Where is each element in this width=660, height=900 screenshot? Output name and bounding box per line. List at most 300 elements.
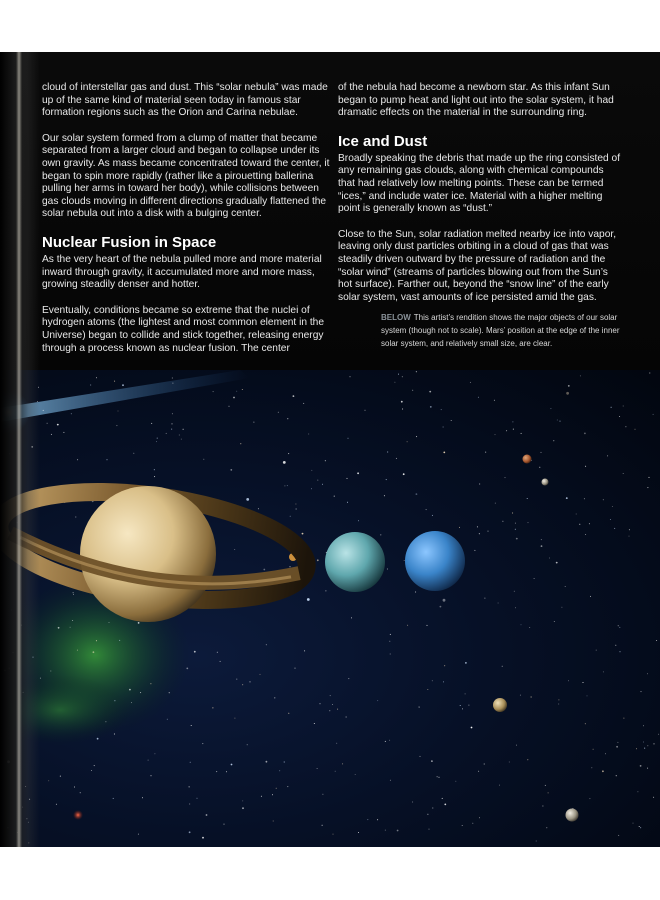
star: [515, 523, 516, 524]
star: [416, 493, 418, 495]
star: [566, 392, 569, 395]
star: [167, 719, 168, 720]
star: [290, 516, 291, 517]
star: [566, 497, 568, 499]
mars-icon: [523, 455, 532, 464]
star: [647, 745, 648, 746]
star: [462, 708, 463, 709]
star: [556, 562, 558, 564]
star: [287, 485, 288, 486]
star: [479, 484, 480, 485]
star: [494, 400, 495, 401]
star: [57, 424, 59, 426]
star: [426, 509, 427, 510]
star: [77, 650, 78, 651]
star: [273, 821, 274, 822]
star: [114, 381, 115, 382]
star: [337, 709, 338, 710]
star: [105, 721, 106, 722]
star: [471, 727, 473, 729]
star: [633, 823, 634, 824]
star: [416, 371, 417, 372]
star: [71, 413, 72, 414]
star: [261, 796, 262, 797]
star: [615, 645, 616, 646]
star: [402, 409, 403, 410]
star: [443, 599, 446, 602]
star: [415, 592, 416, 593]
star: [367, 819, 368, 820]
star: [293, 395, 295, 397]
star: [304, 650, 305, 651]
star: [520, 695, 521, 696]
star: [531, 697, 532, 698]
star: [172, 378, 173, 379]
star: [484, 598, 485, 599]
star: [455, 781, 456, 782]
star: [242, 807, 244, 809]
star: [536, 841, 537, 842]
star: [274, 697, 275, 698]
star: [625, 426, 626, 427]
star: [440, 606, 442, 608]
star: [394, 382, 395, 383]
star: [202, 743, 203, 744]
star: [641, 691, 642, 692]
star: [129, 689, 131, 691]
star: [488, 531, 489, 532]
star: [603, 671, 604, 672]
star: [253, 422, 254, 423]
star: [591, 767, 592, 768]
star: [377, 700, 378, 701]
star: [444, 804, 446, 806]
star: [585, 534, 586, 535]
star: [276, 788, 277, 789]
star: [302, 533, 304, 535]
star: [308, 434, 309, 435]
star: [334, 496, 335, 497]
star: [317, 559, 319, 561]
star: [154, 476, 155, 477]
star: [534, 578, 535, 579]
star: [387, 452, 388, 453]
star: [284, 485, 285, 486]
star: [296, 509, 297, 510]
heading-ice-and-dust: Ice and Dust: [338, 132, 428, 150]
star: [154, 753, 155, 754]
star: [427, 625, 428, 626]
star: [485, 452, 486, 453]
star: [568, 680, 569, 681]
star: [332, 704, 333, 705]
star: [303, 403, 304, 404]
star: [477, 526, 478, 527]
star: [230, 469, 232, 471]
star: [311, 488, 312, 489]
star: [474, 550, 475, 551]
star: [512, 513, 513, 514]
star: [498, 603, 499, 604]
star: [529, 627, 530, 628]
star: [166, 433, 167, 434]
star: [56, 804, 57, 805]
star: [585, 466, 586, 467]
star: [402, 376, 403, 377]
star: [549, 558, 550, 559]
star: [131, 702, 132, 703]
star: [325, 590, 326, 591]
star: [50, 671, 51, 672]
star: [72, 620, 73, 621]
star: [47, 423, 48, 424]
star: [314, 723, 315, 724]
star: [189, 831, 191, 833]
star: [365, 410, 366, 411]
star: [546, 827, 547, 828]
star: [647, 673, 648, 674]
star: [186, 668, 188, 670]
star: [114, 700, 115, 701]
star: [587, 695, 588, 696]
star: [607, 455, 608, 456]
star: [242, 684, 243, 685]
star: [541, 545, 543, 547]
heading-nuclear-fusion: Nuclear Fusion in Space: [42, 233, 217, 251]
star: [77, 459, 78, 460]
left-column: [42, 82, 332, 368]
star: [74, 787, 75, 788]
star: [295, 504, 296, 505]
star: [647, 487, 648, 488]
star: [618, 625, 619, 626]
right-paragraph-3: Close to the Sun, solar radiation melted nearby ice into vapor, leaving only dust particles orbiting in a cloud of gas that was steadily driven outward by the pressure of radiation and the “solar wind” (streams of particles blowing out from the Sun’s hot surface). Farther out, beyond the “snow line” of the early solar system, vast amounts of ice persisted amid the gas.: [338, 228, 617, 303]
star: [335, 771, 336, 772]
star: [644, 748, 645, 749]
star: [619, 627, 620, 628]
star: [539, 467, 540, 468]
star: [287, 786, 288, 787]
star: [451, 420, 452, 421]
left-paragraph-1: cloud of interstellar gas and dust. This “solar nebula” was made up of the same kind of material seen today in famous star formation regions such as the Orion and Carina nebulae.: [42, 82, 328, 119]
right-paragraph-2: Broadly speaking the debris that made up the ring consisted of any remaining gas clouds, along with chemical compounds that had relatively low melting points. These can be termed “ices,” and include water ice. Material with a higher melting point is generally known as “dust.”: [338, 152, 621, 215]
star: [96, 640, 97, 641]
star: [242, 389, 243, 390]
star: [387, 569, 388, 570]
solar-system-illustration: [0, 370, 660, 847]
red-spark: [73, 810, 83, 820]
star: [93, 651, 95, 653]
star: [643, 725, 644, 726]
star: [431, 760, 433, 762]
star: [585, 723, 586, 724]
star: [640, 827, 641, 828]
star: [154, 469, 155, 470]
star: [472, 823, 473, 824]
star: [90, 385, 91, 386]
star: [322, 825, 323, 826]
star: [266, 761, 268, 763]
star: [620, 651, 621, 652]
star: [263, 569, 265, 571]
star: [113, 798, 114, 799]
star: [619, 416, 620, 417]
star: [288, 453, 289, 454]
star: [610, 519, 611, 520]
star: [236, 679, 237, 680]
star: [506, 430, 507, 431]
star: [118, 411, 119, 412]
star: [236, 391, 237, 392]
star: [247, 744, 248, 745]
star: [322, 794, 323, 795]
star: [516, 745, 517, 746]
star: [647, 768, 648, 769]
star: [151, 423, 152, 424]
star: [325, 460, 326, 461]
star: [416, 436, 417, 437]
star: [550, 408, 551, 409]
neptune-icon: [405, 531, 465, 591]
star: [590, 596, 591, 597]
star: [656, 640, 657, 641]
star: [437, 776, 438, 777]
star: [217, 652, 218, 653]
star: [561, 607, 562, 608]
star: [197, 798, 198, 799]
book-page: [0, 52, 660, 847]
star: [311, 470, 312, 471]
star: [515, 529, 516, 530]
star: [60, 776, 61, 777]
star: [233, 397, 235, 399]
star: [355, 774, 356, 775]
star: [427, 689, 428, 690]
star: [114, 734, 115, 735]
left-paragraph-3: As the very heart of the nebula pulled more and more material inward through gravity, it accumulated more and more mass, growing steadily denser and hotter.: [42, 253, 322, 291]
star: [389, 740, 390, 741]
star: [142, 797, 143, 798]
star: [443, 452, 445, 454]
star: [216, 771, 217, 772]
star: [629, 529, 630, 530]
star: [514, 591, 515, 592]
star: [283, 461, 286, 464]
star: [516, 538, 518, 540]
star: [58, 627, 60, 629]
star: [150, 683, 151, 684]
star: [73, 592, 74, 593]
star: [51, 434, 52, 435]
star: [385, 741, 386, 742]
star: [191, 725, 192, 726]
star: [231, 764, 233, 766]
star: [398, 374, 399, 375]
star: [212, 707, 213, 708]
star: [432, 680, 433, 681]
star: [322, 484, 323, 485]
star: [348, 438, 349, 439]
star: [541, 539, 542, 540]
star: [515, 607, 516, 608]
star: [346, 717, 347, 718]
star: [220, 661, 221, 662]
star: [636, 748, 637, 749]
star: [172, 423, 173, 424]
star: [611, 407, 612, 408]
star: [43, 410, 44, 411]
star: [390, 634, 391, 635]
star: [377, 819, 378, 820]
star: [97, 738, 99, 740]
star: [194, 651, 196, 653]
star: [385, 830, 386, 831]
star: [336, 743, 337, 744]
caption-lead: BELOW: [381, 313, 411, 322]
star: [623, 473, 624, 474]
star: [589, 798, 590, 799]
star: [329, 710, 330, 711]
star: [260, 674, 261, 675]
star: [116, 425, 117, 426]
star: [509, 762, 510, 763]
star: [468, 705, 469, 706]
star: [465, 662, 467, 664]
star: [234, 549, 235, 550]
figure-caption: [381, 311, 621, 350]
star: [242, 800, 243, 801]
star: [614, 528, 615, 529]
star: [226, 771, 227, 772]
star: [649, 373, 650, 374]
star: [347, 502, 348, 503]
star: [521, 433, 522, 434]
star: [505, 477, 506, 478]
star: [384, 495, 385, 496]
star: [565, 586, 566, 587]
star: [495, 434, 496, 435]
star: [290, 566, 291, 567]
star: [558, 704, 559, 705]
star: [618, 835, 619, 836]
star: [553, 440, 554, 441]
star: [91, 770, 92, 771]
star: [443, 427, 444, 428]
star: [640, 765, 642, 767]
star: [266, 644, 267, 645]
star: [420, 756, 421, 757]
star: [603, 499, 604, 500]
star: [287, 418, 288, 419]
star: [250, 681, 251, 682]
star: [479, 533, 480, 534]
star: [358, 832, 359, 833]
star: [653, 414, 654, 415]
star: [389, 641, 390, 642]
star: [70, 627, 71, 628]
star: [189, 786, 190, 787]
star: [583, 682, 584, 683]
star: [557, 420, 558, 421]
star: [442, 798, 443, 799]
star: [224, 824, 225, 825]
star: [172, 383, 173, 384]
star: [181, 439, 182, 440]
star: [397, 830, 399, 832]
star: [432, 808, 433, 809]
star: [443, 681, 444, 682]
star: [40, 678, 41, 679]
star: [439, 777, 440, 778]
star: [357, 472, 359, 474]
star: [462, 825, 463, 826]
star: [119, 640, 120, 641]
star: [404, 560, 405, 561]
star: [73, 594, 74, 595]
star: [169, 692, 170, 693]
star: [295, 668, 296, 669]
star: [637, 791, 638, 792]
star: [183, 429, 184, 430]
star: [528, 522, 529, 523]
star: [390, 654, 391, 655]
star: [407, 625, 408, 626]
star: [151, 775, 152, 776]
star: [63, 432, 64, 433]
star: [272, 794, 273, 795]
star: [623, 718, 624, 719]
star: [403, 473, 405, 475]
star: [596, 650, 597, 651]
star: [460, 705, 461, 706]
star: [580, 375, 581, 376]
star: [171, 429, 172, 430]
star: [172, 413, 173, 414]
star: [330, 695, 331, 696]
star: [478, 397, 479, 398]
star: [658, 734, 659, 735]
star: [203, 459, 204, 460]
star: [605, 753, 606, 754]
star: [75, 517, 76, 518]
solar-system-artwork: [0, 370, 660, 847]
star: [133, 453, 134, 454]
star: [484, 764, 485, 765]
star: [502, 666, 503, 667]
star: [495, 503, 496, 504]
star: [109, 622, 110, 623]
star: [401, 401, 403, 403]
caption-text: This artist’s rendition shows the major objects of our solar system (though not to scale). Mars’ position at the edge of the inner solar system, and relatively small size, are clear.: [381, 313, 620, 348]
star: [568, 385, 570, 387]
star: [635, 429, 636, 430]
venus-icon: [493, 698, 507, 712]
star: [554, 621, 555, 622]
star: [527, 498, 528, 499]
star: [246, 498, 249, 501]
star: [234, 718, 235, 719]
star: [288, 713, 289, 714]
star: [427, 814, 428, 815]
star: [412, 802, 413, 803]
star: [317, 480, 318, 481]
star: [320, 703, 321, 704]
star: [380, 534, 381, 535]
star: [213, 391, 214, 392]
star: [430, 406, 432, 408]
star: [527, 759, 528, 760]
star: [429, 391, 431, 393]
